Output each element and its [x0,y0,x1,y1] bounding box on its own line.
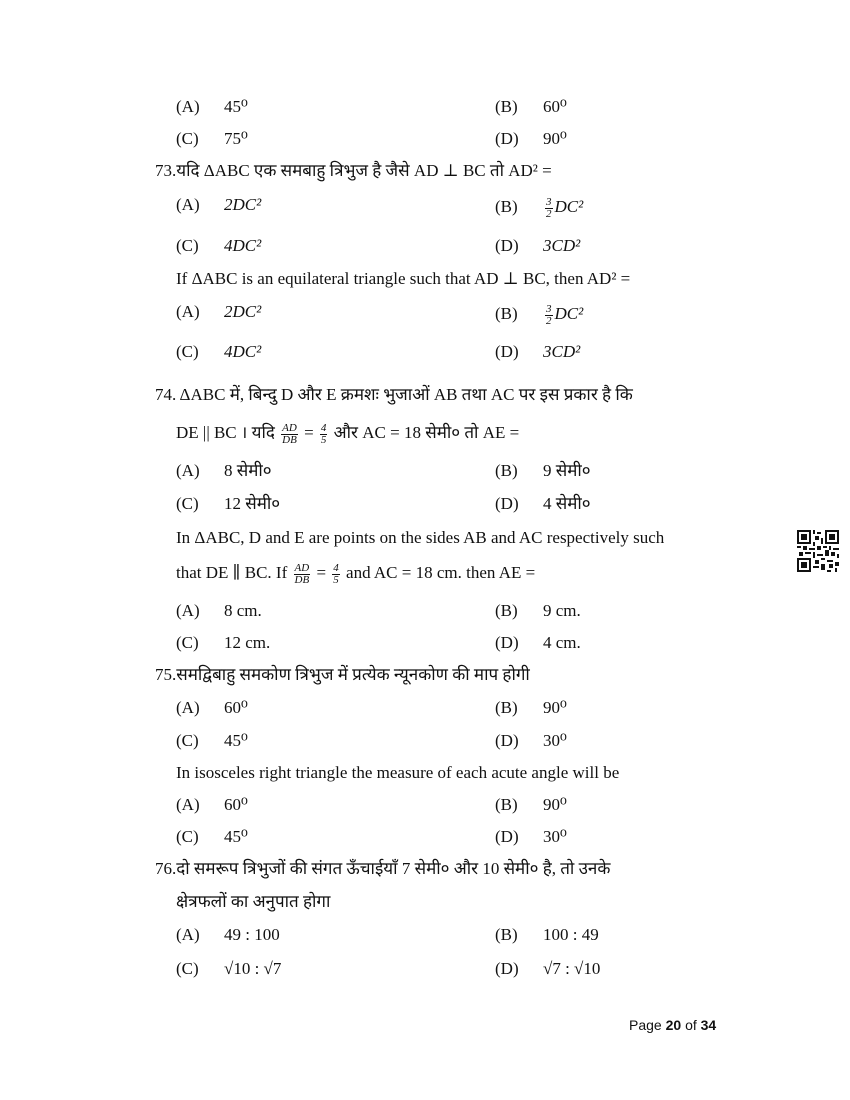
q74-en-option-a [176,600,262,622]
option-label: (A) [176,795,200,814]
option-value: 8 cm. [224,601,262,620]
option-value: 12 cm. [224,633,271,652]
text-part: and AC = 18 cm. then AE = [346,563,536,582]
option-label: (B) [495,925,518,944]
option-value: 4 cm. [543,633,581,652]
fraction-denominator: 2 [546,207,552,220]
option-value: 30⁰ [543,731,567,750]
q74-hi-option-a [176,460,272,482]
option-value: 90⁰ [543,129,567,148]
q73-hi-option-a [176,194,261,216]
fraction-denominator: DB [294,573,310,586]
option-label: (B) [495,461,518,480]
option-value: 4DC² [224,342,262,361]
q72-option-c [176,128,248,150]
equals-sign: = [316,563,327,582]
option-value: 3CD² [543,342,581,361]
option-label: (D) [495,731,519,750]
fraction-numerator: 4 [333,561,339,574]
fraction-numerator: 4 [320,421,327,434]
text-part: that DE ∥ BC. If [176,563,288,582]
option-label: (A) [176,97,200,116]
option-label: (B) [495,304,518,323]
option-value: 45⁰ [224,827,248,846]
option-label: (A) [176,925,200,944]
option-value: 90⁰ [543,795,567,814]
option-label: (D) [495,342,519,361]
option-label: (C) [176,827,199,846]
option-value: 8 सेमी० [224,461,272,480]
q75-en-option-a [176,794,248,816]
fraction [545,304,553,327]
option-label: (D) [495,633,519,652]
option-label: (B) [495,197,518,216]
option-value: √10 : √7 [224,959,282,978]
fraction-denominator: 5 [333,573,339,586]
fraction-denominator: 5 [320,433,327,446]
q74-question-hindi-line2 [176,422,519,446]
q74-question-english-line2 [176,562,535,586]
option-value: 90⁰ [543,698,567,717]
option-value: 75⁰ [224,129,248,148]
fraction [545,197,553,220]
q75-question-hindi: 75.समद्विबाहु समकोण त्रिभुज में प्रत्येक न्यूनकोण की माप होगी [155,665,530,684]
option-label: (D) [495,236,519,255]
option-value: 45⁰ [224,731,248,750]
option-value: DC² [554,304,584,323]
page-of: of [685,1017,697,1033]
page-prefix: Page [629,1017,662,1033]
q73-en-option-d [495,341,580,363]
q75-question-english: In isosceles right triangle the measure of each acute angle will be [176,763,620,782]
option-label: (A) [176,601,200,620]
fraction-numerator: 3 [546,195,552,208]
fraction [332,563,340,586]
text-part: और AC = 18 सेमी० तो AE = [333,423,520,442]
option-value: 9 सेमी० [543,461,591,480]
q72-option-d [495,128,567,150]
q74-question-hindi-line1: 74. ΔABC में, बिन्दु D और E क्रमशः भुजाओं AB तथा AC पर इस प्रकार है कि [155,385,633,404]
q75-en-option-d [495,826,567,848]
option-value: √7 : √10 [543,959,601,978]
option-value: 60⁰ [224,698,248,717]
q72-option-b [495,96,567,118]
option-label: (A) [176,195,200,214]
option-label: (C) [176,633,199,652]
option-value: 2DC² [224,302,262,321]
qr-code-icon [797,530,839,572]
fraction [294,563,311,586]
option-label: (D) [495,959,519,978]
q74-hi-option-d [495,493,591,515]
q72-option-a [176,96,248,118]
q75-hi-option-b [495,697,567,719]
q74-en-option-d [495,632,581,654]
option-label: (C) [176,494,199,513]
q76-question-hindi-line2: क्षेत्रफलों का अनुपात होगा [176,892,331,911]
q73-hi-option-d [495,235,580,257]
option-value: 60⁰ [543,97,567,116]
option-value: 30⁰ [543,827,567,846]
q76-option-a [176,924,280,946]
current-page: 20 [665,1017,682,1033]
q75-hi-option-d [495,730,567,752]
fraction [281,423,298,446]
q73-question-hindi: 73.यदि ΔABC एक समबाहु त्रिभुज है जैसे AD ⊥ BC तो AD² = [155,161,552,180]
equals-sign: = [304,423,314,442]
option-value: 12 सेमी० [224,494,281,513]
q73-en-option-b [495,303,583,327]
fraction-numerator: AD [294,561,310,574]
option-label: (D) [495,827,519,846]
option-label: (C) [176,959,199,978]
q74-en-option-c [176,632,270,654]
fraction-denominator: 2 [546,314,552,327]
option-value: 9 cm. [543,601,581,620]
option-value: 2DC² [224,195,262,214]
q75-en-option-c [176,826,248,848]
option-label: (D) [495,129,519,148]
q73-en-option-a [176,301,261,323]
option-label: (B) [495,795,518,814]
page-number [629,1017,716,1033]
q74-hi-option-c [176,493,280,515]
option-label: (B) [495,97,518,116]
q73-question-english: If ΔABC is an equilateral triangle such that AD ⊥ BC, then AD² = [176,269,631,288]
option-label: (B) [495,698,518,717]
option-label: (A) [176,461,200,480]
option-value: 100 : 49 [543,925,599,944]
fraction [320,423,328,446]
q73-hi-option-b [495,196,583,220]
option-value: 4DC² [224,236,262,255]
option-label: (C) [176,236,199,255]
option-label: (C) [176,129,199,148]
option-label: (A) [176,698,200,717]
q75-hi-option-a [176,697,248,719]
option-value: 3CD² [543,236,581,255]
option-value: 45⁰ [224,97,248,116]
q76-option-b [495,924,599,946]
fraction-numerator: AD [282,421,297,434]
option-value: DC² [554,197,584,216]
option-label: (B) [495,601,518,620]
q75-en-option-b [495,794,567,816]
q75-hi-option-c [176,730,248,752]
option-label: (D) [495,494,519,513]
option-label: (C) [176,342,199,361]
q74-question-english-line1: In ΔABC, D and E are points on the sides AB and AC respectively such [176,528,665,547]
q73-hi-option-c [176,235,261,257]
option-value: 49 : 100 [224,925,280,944]
total-pages: 34 [700,1017,717,1033]
option-label: (C) [176,731,199,750]
q74-en-option-b [495,600,581,622]
option-label: (A) [176,302,200,321]
q76-question-hindi-line1: 76.दो समरूप त्रिभुजों की संगत ऊँचाईयाँ 7 सेमी० और 10 सेमी० है, तो उनके [155,859,611,878]
q74-hi-option-b [495,460,591,482]
q76-option-d [495,958,600,980]
option-value: 60⁰ [224,795,248,814]
q76-option-c [176,958,281,980]
fraction-denominator: DB [282,433,297,446]
text-part: DE || BC । यदि [176,423,275,442]
q73-en-option-c [176,341,261,363]
fraction-numerator: 3 [546,302,552,315]
option-value: 4 सेमी० [543,494,591,513]
